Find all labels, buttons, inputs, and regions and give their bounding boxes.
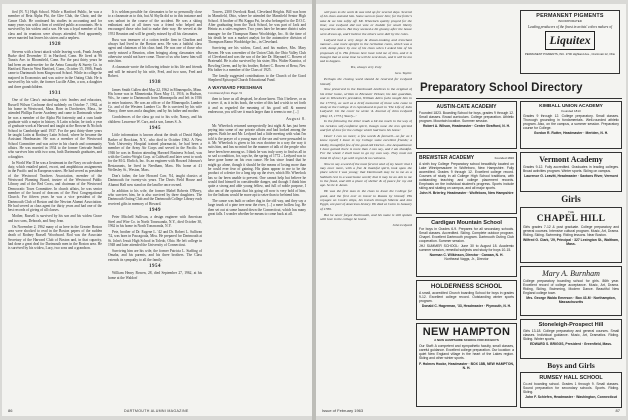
ad-title: CHAPEL HILL [536, 214, 606, 224]
obituary-paragraph: Condolences of the class go out to his wife, Nancy, and his children: Lawrence W. Carr, and a son, James S. Jr. [108, 115, 202, 124]
ad-vermont-academy [520, 152, 622, 192]
left-column-1 [8, 10, 102, 396]
obituary-paragraph: Towers, 2300 Overlook Road, Cleveland Heights. Bill was born in Mansfield, Ohio, where he attended the Mansfield Senior High School. A brother of Phi Kappa Psi, he also belonged to the D.O.C. After graduating from the Tuck School, he was part of Jack and Heintz as a sales engineer. Two years later he became district sales manager for the Thompson Ramo Wooldridge, Inc. At the time of his death he was a market analyst for the automotive division of Thompson Ramo Wooldridge Inc., in Cleveland. [208, 10, 306, 45]
ad-body: Grades 9 through 12. College preparatory. Small classes. Thorough grounding in fundamentals. Well-rounded athletic program. Also, on the campus, a summer session. Preparatory course for College. [523, 114, 619, 130]
ad-footer: F. Holmes Hooke, Headmaster · BOX 18B, NEW HAMPTON, N. H. [419, 362, 514, 370]
ad-founded: Founded 1820 [494, 156, 514, 160]
ad-footer: John F. Schiefen, Headmaster · Washington, Connecticut [525, 395, 617, 399]
ad-logo [523, 31, 617, 50]
obituary-paragraph: Surviving him are his wife, the former Patricia L. Staffing of Omaha, and his parents, and his three brothers. The Class extends its sympathy to all the family. [108, 249, 202, 262]
continued-note: Continued from Page 31 [208, 91, 243, 96]
page-number: 86 [8, 408, 13, 413]
letter-signature: John Ledyard [392, 223, 412, 227]
article-paragraph: Perhaps the closing word should be reserved for Ledyard himself. [320, 77, 412, 86]
class-year-heading: 1938 [149, 80, 161, 86]
article-paragraph: He was the first man in the class to leave the College for good, and the first ever to travel to Russia by himself. His voyages on Cook's ships, his travels through Siberia and into Egypt, are part of American history. He died at Cairo in January of 1789. [320, 189, 412, 211]
ad-title: Cardigan Mountain School [431, 220, 502, 226]
obituary-paragraph: Stevens with a heart attack while leaving work, Frank Joseph Burke died December 11 in Hartford, Conn. He lived at 96 Tunxis Ave. in Bloomfield, Conn. For the past thirty years he had been an underwriter for the Aetna Casualty & Surety Co. in Hartford. Born in West Hartford, Conn., October 15, 1906, Frank came to Dartmouth from Kingswood School. While in college he majored in Economics and was active in the Outing Club. He is survived by his wife, the former Lucille Allen, a son, a daughter and three grandchildren. [8, 49, 102, 89]
article-paragraph: Dear! I can no more; a few words & farewell—so far as I know myself I leave in my College some excellent friends; a kindly, thoughtful few of the good old Doctor—the Acquaintance I have gained there is more than I can say, and I am thankful. For the whole I shall have to go my own way. They must not think ill of me; I go with regret & no rashness. [320, 134, 412, 160]
obituary-paragraph: Don's father, the late Howard Carr, '04, taught classics at Dartmouth for twenty-six years. The Davis Field House and Alumni Hall now stand on the land he once owned. [108, 174, 202, 187]
article-paragraph: Now to say a word of the most fervent wish of my heart: that I may once more, with a free & thankful spirit, look upon the place where I was young; that Dartmouth may be to me as a Sabbath rest in a wearisome world; that it may be an Ark to me in the flood, and still a place of shelter & of peace for my old age. So be it. Amen. [320, 161, 412, 188]
ad-footer-2: Northeast Vaggs, Jr., Director [444, 257, 489, 261]
ad-stoneleigh-prospect-hill [520, 319, 622, 359]
letter-closing: Yes, always very truly [350, 65, 382, 70]
ad-body: A small, accredited Church boarding School for boys in grades 9-12. Excellent college record. Outstanding winter sports program. [419, 291, 514, 303]
page-number: 87 [615, 408, 620, 413]
obituary-paragraph: Pete, brother of Dr. Eugene L. '42 and Dr. Robert L. Sullivan '52, was born in Pascagoula, Miss. He prepared for Dartmouth at St. John's Jesuit High School in Toledo, Ohio. He left college in 1948 and later attended the University of Connecticut. [108, 230, 202, 248]
ad-pre-title: THE [568, 210, 574, 214]
obituary-paragraph: It is seldom possible for classmates to be so personally close to a classmate as to this, but Al Shylla did so in this instance and was unhurt in the course of the accident. He was a skiing enthusiast and at all times was a friend who helped and encouraged those who had to make their way. He served at the 1931 Reunion and will be greatly missed by all his classmates. [108, 10, 202, 36]
ad-body: Our Staff: A competent and sympathetic faculty, small classes, careful guidance. Excellent college preparation. Our location: a quiet New England village in the heart of the Lakes region. Skiing and other winter sports. [419, 344, 514, 360]
ad-title: Mary A. Burnham [542, 269, 600, 278]
ad-footer: Robert A. Wilson, Headmaster · Center Strafford, N. H. [422, 124, 511, 128]
ad-new-hampton [416, 323, 517, 407]
obituary-paragraph: A classmate wrote the following tribute to his life and friends and will be missed by his wife, Fred, and two sons, Fred and Robert. [108, 65, 202, 78]
ad-title: Vermont Academy [539, 155, 603, 164]
ad-footer: Mrs. George Waldo Emerson · Box 43-M · Northampton, Massachusetts [526, 296, 616, 304]
right-page [316, 4, 626, 416]
class-year-heading: 1945 [149, 126, 161, 132]
article-paragraph: Mr. Wheelock returned unexpectedly last night & has just been prying into some of our private affairs and had looked among the papers. Both he and Mr. Ledyard had a little meeting with what I'm told is the prayer of a young man of the sea and were persuaded to it. Mr. Wheelock is given to his own doctrine in a way the way it suits him, and has no mind for the manner of talk of the people who have been here among us. I think he was truly sorry to find us all in so sad a condition, for, says he, the spring of 1772 – Ledyard was to have gone home on his own canoe. He has since found that he might go alone, though it should be the means of losing more than he could ever fear of gaining. His plans appear to me to be the product of a desire for a long trip up the river, which Mr. Wheelock has so far been unable to prevent. One cannot help but believe he would find himself in considerable danger, and though I think him quite a strong and able young fellow, and full of noble purpose, I also am of the opinion that his going off now is very bold of him, for the Indians would be more apt to seize than to befriend him. [208, 123, 306, 198]
class-year-heading: 1954 [149, 264, 161, 270]
class-year-heading: 1931 [49, 90, 61, 96]
obituary-paragraph: The family suggested contributions to the Church of the Good Shepherd Episcopal Church Educational Fund. [208, 74, 306, 83]
ad-kimball-union [520, 101, 622, 149]
diary-date: August 8. [285, 116, 306, 122]
obituary-paragraph: William Henry Bowen, 28, died September 27, 1962, at his home at the Waldorf [108, 271, 202, 280]
ad-tagline: Leading producers of the finest in artists' colors makers of [528, 25, 612, 29]
obituary-paragraph: One of the Class's outstanding civic leaders and educators, Russell Wilson Cochrane died suddenly on October 7, 1962, at his home in Westwood, Mass. Born in Dorchester, Mass., he attended Phillips Exeter Academy and came to Dartmouth where he was a member of the Alpha Phi fraternity and a cum laude graduate with a major in history. A Latin scholar, he took a year of graduate work at Harvard and taught at the Browne & Nichols School in Cambridge until 1937. For the past thirty-three years he taught Latin at Roxbury Latin School, where he became the Assistant Headmaster. He was a member of the Westwood School Committee and was active in his church and community affairs. He was married in 1934 to the former Gertrude Smith who survives him with two sons, both Dartmouth graduates, and a daughter. [8, 98, 102, 159]
ad-header [419, 155, 514, 161]
directory-title: Preparatory School Directory [420, 82, 583, 94]
class-year-heading: 1928 [49, 42, 61, 48]
running-footer: DARTMOUTH ALUMNI MAGAZINE [124, 409, 189, 413]
ad-austin-cate [416, 101, 517, 149]
ad-rumsey-hall [520, 372, 622, 408]
ad-body-summer: JHJ SUMMER SCHOOL: June 30 to August 18. Academic summer session, remedial subjects and study for boys 10-15. [419, 244, 514, 252]
ad-title: PERMANENT PIGMENTS [536, 13, 604, 19]
ad-title: KIMBALL UNION ACADEMY [539, 104, 603, 109]
ad-footer: Gordon R. Rutter, Headmaster · Meriden, N. H. [533, 131, 609, 135]
ad-footer: EDWARD S. BRIGGS, President · Greenfield, Mass. [530, 342, 612, 346]
ad-body: College preparatory boarding school for girls. 86th year. Excellent record of college acceptance. Music, Art, Drama. Riding, Skiing, Swimming, Modern Dance. Beautiful New England college town. [523, 279, 619, 295]
ad-footer: Donald C. Hagerman, '33, Headmaster · Plymouth, N. H. [421, 304, 512, 308]
ad-title: BREWSTER ACADEMY [419, 155, 475, 161]
obituary-paragraph: James Smith Cullen died May 22, 1962 in Minneapolis, Minn. His home was in Minnetonka. Born May 11, 1916, in Hudson, Wis., he came to Dartmouth from Minneapolis and left in 1936 to enter business. He was an officer of the Minneapolis Lumber Co. and of the Western Lumber Co. He is survived by his wife Nancy, three sons and a daughter, and by his father and mother. [108, 87, 202, 114]
ad-title: RUMSEY HALL SCHOOL [539, 375, 603, 381]
ad-subtitle: INCORPORATED [558, 19, 582, 23]
article-paragraph: Ledyard had a very large & drawn-looking and trenchant manner—one more upright in the recitation room, which was a cold, damp place by one of his class when I asked him of his proposals of it. His fellows here have told me of him, and it is thought that at some time he will be sent down, and it will be too sad to happen. [320, 37, 412, 64]
directory-rule [416, 98, 622, 99]
ad-body: Co-ed boarding school. Grades 1 through 9. Small classes. Sound preparation for secondary schools. Sports. Riding. Skiing. [523, 382, 619, 394]
ad-permanent-pigments [520, 10, 620, 74]
ad-cardigan [416, 217, 517, 277]
article-paragraph: The canoe was built or rather dug in the old way, and they say a large trunk of a pine tree near the river, [...] a mere hollow log. He then set out at some hazard down the Connecticut, which has many great falls. I wonder whether he means to come back at all. [208, 199, 306, 217]
ad-mary-burnham [520, 266, 622, 316]
ad-footer: John H. Brierley, Headmaster · Wolfeboro, New Hampshire [419, 191, 514, 195]
ad-holderness [416, 280, 517, 320]
class-year-heading: 1949 [149, 208, 161, 214]
ad-body: A sixth boy College Preparatory school beautifully located on Lake Winnipesaukee in Wolfeboro, New Hampshire. Fully accredited. Grades 9 through 12. Excellent college record. Courses of study in all College High School traditions, with outstanding teaching and college placement records. Emphasis on the individual student's progress. Sports include skiing and skating on campus, and all major sports. [419, 162, 514, 190]
article-heading: A WAYWARD FRESHMAN [208, 84, 263, 90]
ad-body: Founded 1823. Boarding School for boys, grades 9 through 12. Small classes. Broad curriculum. College preparation. Athletic program. Mountain location. Summer session. [419, 111, 514, 123]
ad-subtitle: A NEW HAMPSHIRE SCHOOL FOR 300 BOYS [434, 338, 499, 342]
liquitex-logo: Liquitex [545, 31, 594, 50]
obituary-paragraph: On November 2, 1962 many of us here in the Greater Boston area were shocked to read in the Boston papers of the sudden death of Rodney Russell Woodward. Rod was the Associate Secretary of the Harvard Club of Boston and, in that capacity, had done a great deal for Dartmouth men in the Boston area. He is survived by his widow, Lucy, two sons and a grandson. [8, 224, 102, 251]
obituary-paragraph: Mother, Russell is survived by his son and his widow Grace and two sons, Deborah, and Amy Jean. [8, 214, 102, 223]
ad-body: Girls 13-18. College preparatory and general courses. Small classes. Individual guidance. Music, Art, Dramatics. Riding. Skiing. Winter sports. [523, 329, 619, 341]
left-column-2 [108, 10, 202, 396]
obituary-paragraph: Russ was treasurer of a cotton textile firm in Charlton and always had lived in the Boston area. He was a faithful class agent and chairman of his class fund. He was one of those who rarely missed a Reunion, often bringing along classmates who otherwise would not have come. Those of us who knew him will miss him. [108, 37, 202, 64]
ad-body: Girls grades 7-12 & post graduate. College preparatory and general courses. Intensive cultural program. Music, Art, Drama. Riding. Skiing. Swimming. Riding lessons. Near Boston. [523, 225, 619, 237]
ad-body: Grades 9-12. Fully accredited. Graduates in leading colleges. Broad activities program. Winter sports. Skiing on campus. [523, 165, 619, 173]
section-heading-boys-and-girls: Boys and Girls [547, 361, 595, 370]
ad-title: NEW HAMPTON [422, 326, 511, 338]
obituary-intro: fied (N. Y.) High School. While a Hartford Public, he was a member of Beta Alpha Phi, the Glee Club, the Choir, and the Canoe Club. He continued his studies in accounting and for many years was with a firm of certified public accountants. He is survived by his widow and a son. He was a loyal member of his class and its reunions were always attended. Fred apparently never married but leaves his sisters and a nephew. [8, 10, 102, 41]
left-column-3 [208, 10, 306, 396]
article-paragraph: Now preserved in the Dartmouth Archives is the original of his letter home, written to Ebenezer Tickner, his late guardian, and to Wheelock's president, William Allen (who taught him in the 1770's), as well as a brief memorial of those who came to study at the College. It is reproduced in part in 'The Life of John Ledyard'. On the cover he wrote 'A Journal of John Ledyard [May 13, 1773.] Yearly...' [320, 87, 412, 118]
ad-body: For boys in Grades 6-9. Prepares for all secondary schools. Small classes. Accredited. Skiing. Complete outdoor program. Chapel. Excellent Dartmouth program. Dartmouth Outing Club cooperation. Summer session. [419, 227, 514, 243]
letter-signature: Geo. Taylor. [394, 71, 412, 76]
ad-footer: Laurence G. Leavitt, Headmaster · Saxtons River, Vermont [524, 174, 618, 178]
issue-footer: Issue of February 1963 [322, 408, 364, 413]
left-page [2, 4, 312, 416]
obituary-paragraph: Surviving are his widow, Carol, and his mother, Mrs. Mary Bowen. He was a member of the Union Club, the Ohio Valley Club of Cleveland and was the son of the late Dr. Maynard C. Bowen of Bratenahl. He is also survived by his sister, Mrs. Walter Kusnicz, of Bowling Green, and by his brother, Robert C. Bowen of Reno, Nev. His father is a member of the Class of 1925. [208, 46, 306, 73]
ad-brewster [416, 152, 517, 214]
ad-footer: Wilfred G. Clark, '29, Principal · 327 Lexington St., Waltham, Mass. [523, 238, 619, 246]
obituary-paragraph: Peter Mitchell Sullivan, a design engineer with American Steel and Wire Co. in North Tonawanda, N.Y., died October 30, 1962 in his home in North Tonawanda, N.Y. [108, 215, 202, 229]
section-heading-girls: Girls [561, 194, 581, 204]
article-paragraph: But he never forgot Dartmouth, and his name is still spoken with love in the college he loved. [320, 212, 412, 222]
obituary-paragraph: Little information is known about the death of David Ralph Barker of Brockton, N.Y., who died in October 1962. A New York University Hospital trained pharmacist, he had been a member of the Army Air Corps and served in the Pacific. In 1946 he was in Boston attending Harvard Business School, was with the Curtiss-Wright Corp. at Caldwell and later went to work for the M.G. Ehrlich, Inc. As an engineer with Howard Johnson's Restaurants, he lived in Needham, Mass. His home at 41 Wellesley St., Weston, Mass. [108, 133, 202, 173]
ad-title: HOLDERNESS SCHOOL [430, 283, 503, 290]
ad-chapel-hill [520, 207, 622, 263]
ad-footer: Norman C. Wilkinson, Director · Canaan, N. H. [429, 253, 504, 257]
ad-title: Stoneleigh-Prospect Hill [538, 322, 604, 328]
ad-founded: Founded 1813 [561, 109, 581, 113]
right-column-article [320, 10, 412, 398]
article-paragraph: In the following the letter reads a bit too much in the way of his reckless self-confident spirit, though none the less spirited and full of love for the college which had been his home: [320, 119, 412, 133]
article-paragraph: will pass to the work & was told up for several days. Several of his class assisted him. Some seem to favor him; for the frolic's sake & we him softly off. Mr. Wheelock quietly prayed for the time; one Ledyard did not vote or buddle for small liberty beyond the others. But they seemed a bit gloomy after the house were drawn up, and I believe the others were dull by the rules. [320, 10, 412, 36]
ad-address: PERMANENT PIGMENTS, INC. 2700 Highland Ave., Cincinnati 12, Ohio [524, 52, 616, 56]
obituary-paragraph: In addition to his wife, the former Mabel Roberts O'Berry, who survives him, he is also survived by three daughters. The Dartmouth Outing Club and the Dartmouth College Library each received gifts in memory of Howard. [108, 188, 202, 206]
ad-title: AUSTIN-CATE ACADEMY [436, 104, 497, 110]
article-paragraph: then to have us all despised, he alone knew. This I believe, or as it were: if, as it in his book, the writer of this had a wish to set forth it and as regarded the meaning of his good will & earnest endeavour, you will see it much larger than it seems to me. [...] [208, 96, 306, 114]
obituary-paragraph: In World War II he was a lieutenant in the Navy on sub-chaser duty, which entailed patrol, escort, and amphibious assignments in the Pacific and in European waters. He had served as president of the Westwood Teachers Association, member of the Westwood Planning Board, trustee of the Westwood Public Library and of the Red Cross, and chairman of the Westwood Democratic Town Committee. In church affairs, he was senior member of the board of deacons of the First Congregational Church. For fifteen years he was a vice president of the Dartmouth Club of Boston and the Newton Alumni Association. He had served as class agent for thirty years and had one of the best records of giving of all classes. [8, 160, 102, 213]
